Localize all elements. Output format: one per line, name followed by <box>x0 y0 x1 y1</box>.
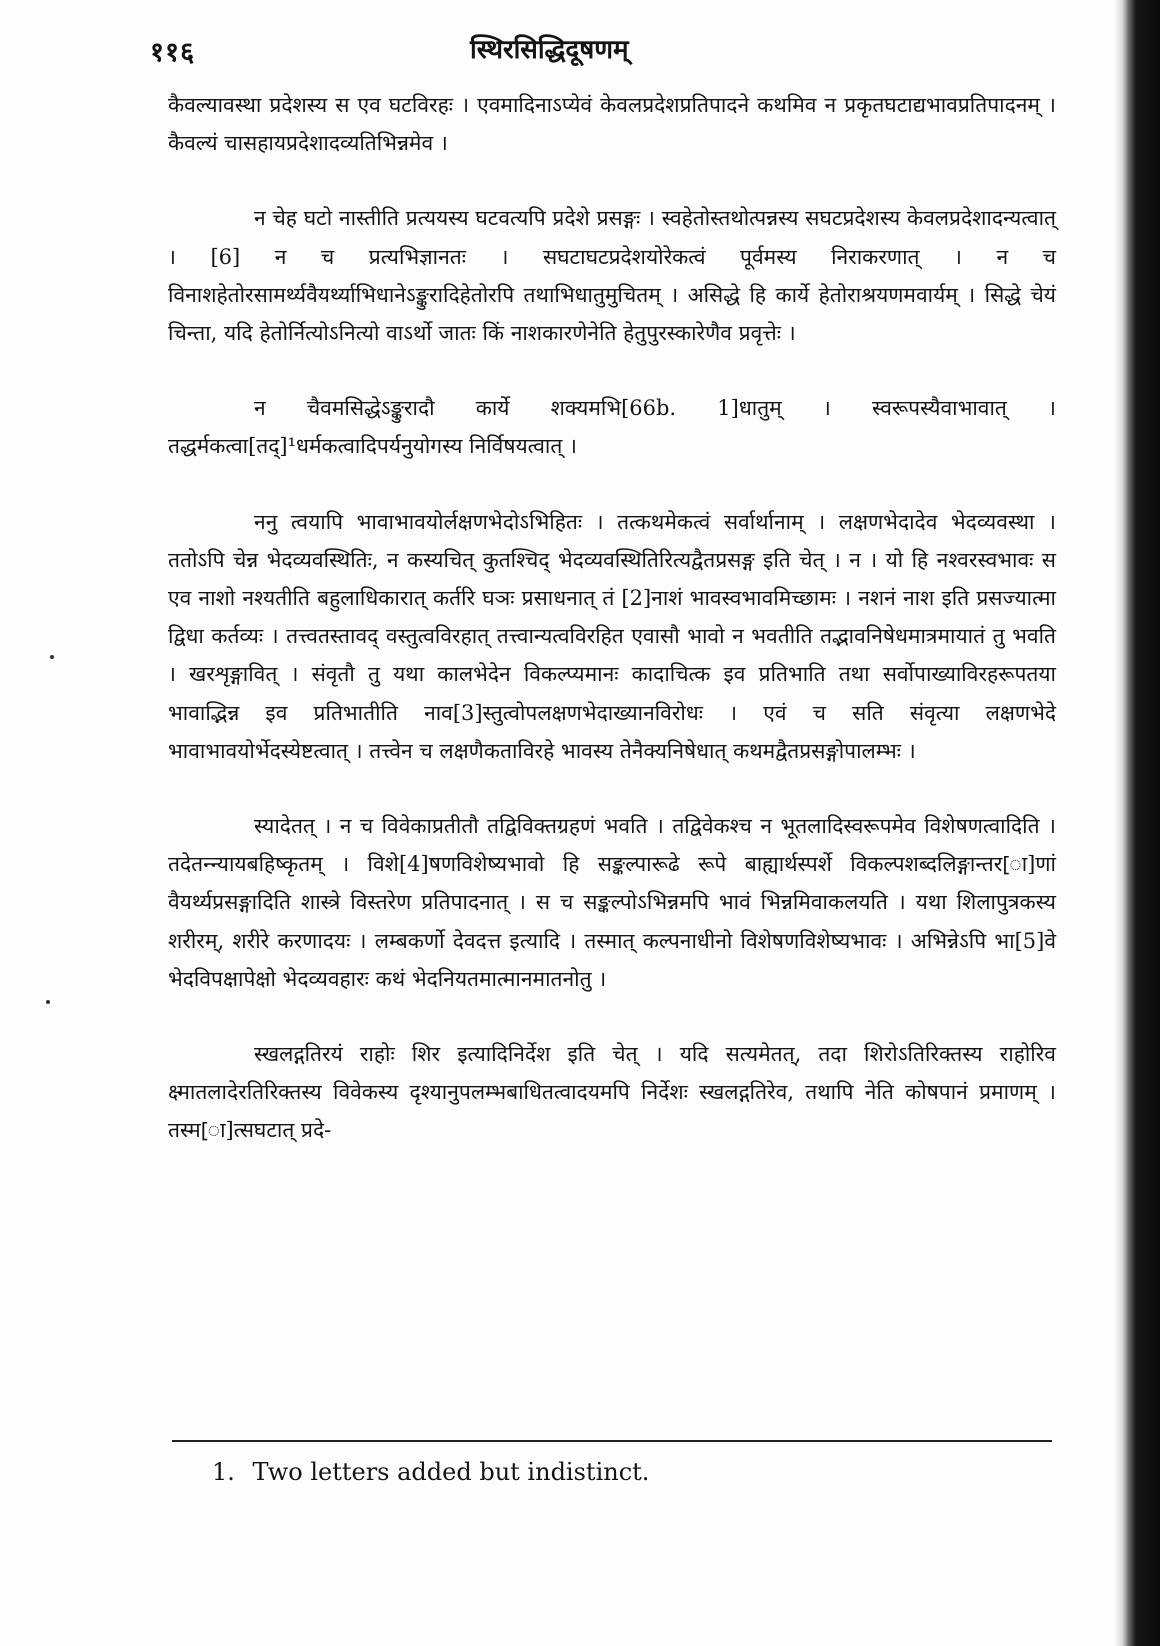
paragraph-gap <box>168 998 1056 1035</box>
paragraph-3: न चैवमसिद्धेऽङ्कुरादौ कार्ये शक्यमभि[66b. 1]धातुम् । स्वरूपस्यैवाभावात् । तद्धर्मकत्वा[तद्]¹धर्मकत्वादिपर्यनुयोगस्य निर्विषयत्वात् । <box>168 396 1056 459</box>
paragraph-6: स्खलद्गतिरयं राहोः शिर इत्यादिनिर्देश इति चेत् । यदि सत्यमेतत्, तदा शिरोऽतिरिक्तस्य राहोरिव क्ष्मातलादेरतिरिक्तस्य विवेकस्य दृश्यानुपलम्भबाधितत्वादयमपि निर्देशः स्खलद्गतिरेव, तथापि नेति कोषपानं प्रमाणम् । तस्म[ा]त्सघटात् प्रदे- <box>168 1042 1056 1143</box>
body-text <box>168 86 1056 1150</box>
paragraph-gap <box>168 466 1056 503</box>
scan-speck <box>46 1000 50 1004</box>
paragraph-4: ननु त्वयापि भावाभावयोर्लक्षणभेदोऽभिहितः । तत्कथमेकत्वं सर्वार्थानाम् । लक्षणभेदादेव भेदव्यवस्था । ततोऽपि चेन्न भेदव्यवस्थितिः, न कस्यचित् कुतश्चिद् भेदव्यवस्थितिरित्यद्वैतप्रसङ्ग इति चेत् । न । यो हि नश्वरस्वभावः स एव नाशो नश्यतीति बहुलाधिकारात् कर्तरि घञः प्रसाधनात् तं [2]नाशं भावस्वभावमिच्छामः । नशनं नाश इति प्रसज्यात्मा द्विधा कर्तव्यः । तत्त्वतस्तावद् वस्तुत्वविरहात् तत्त्वान्यत्वविरहित एवासौ भावो न भवतीति तद्भावनिषेधमात्रमायातं तु भवति । खरशृङ्गावित् । संवृतौ तु यथा कालभेदेन विकल्प्यमानः कादाचित्क इव प्रतिभाति तथा सर्वोपाख्याविरहरूपतया भावाद्भिन्न इव प्रतिभातीति नाव[3]स्तुत्वोपलक्षणभेदाख्यानविरोधः । एवं च सति संवृत्या लक्षणभेदे भावाभावयोर्भेदस्येष्टत्वात् । तत्त्वेन च लक्षणैकताविरहे भावस्य तेनैक्यनिषेधात् कथमद्वैतप्रसङ्गोपालम्भः । <box>168 509 1056 763</box>
scan-speck <box>50 655 54 659</box>
paragraph-2: न चेह घटो नास्तीति प्रत्ययस्य घटवत्यपि प्रदेशे प्रसङ्गः । स्वहेतोस्तथोत्पन्नस्य सघटप्रदेशस्य केवलप्रदेशादन्यत्वात् । [6] न च प्रत्यभिज्ञानतः । सघटाघटप्रदेशयोरेकत्वं पूर्वमस्य निराकरणात् । न च विनाशहेतोरसामर्थ्यवैयर्थ्याभिधानेऽङ्कुरादिहेतोरपि तथाभिधातुमुचितम् । असिद्धे हि कार्ये हेतोराश्रयणमवार्यम् । सिद्धे चेयं चिन्ता, यदि हेतोर्नित्योऽनित्यो वाऽर्थो जातः किं नाशकारणेनेति हेतुपुरस्कारेणैव प्रवृत्तेः । <box>168 206 1056 346</box>
scan-shadow-edge <box>1114 0 1160 1646</box>
paragraph-1: कैवल्यावस्था प्रदेशस्य स एव घटविरहः । एवमादिनाऽप्येवं केवलप्रदेशप्रतिपादने कथमिव न प्रकृतघटाद्यभावप्रतिपादनम् । कैवल्यं चासहायप्रदेशादव्यतिभिन्नमेव । <box>168 93 1056 156</box>
footnote-number: 1. <box>212 1458 235 1486</box>
paragraph-gap <box>168 162 1056 199</box>
running-title: स्थिरसिद्धिदूषणम् <box>470 35 629 65</box>
paragraph-gap <box>168 352 1056 389</box>
paragraph-gap <box>168 770 1056 807</box>
footnote-text: Two letters added but indistinct. <box>252 1458 650 1486</box>
paragraph-5: स्यादेतत् । न च विवेकाप्रतीतौ तद्विविक्तग्रहणं भवति । तद्विवेकश्च न भूतलादिस्वरूपमेव विशेषणत्वादिति । तदेतन्न्यायबहिष्कृतम् । विशे[4]षणविशेष्यभावो हि सङ्कल्पारूढे रूपे बाह्यार्थस्पर्शे विकल्पशब्दलिङ्गान्तर[ा]णां वैयर्थ्यप्रसङ्गादिति शास्त्रे विस्तरेण प्रतिपादनात् । स च सङ्कल्पोऽभिन्नमपि भावं भिन्नमिवाकलयति । यथा शिलापुत्रकस्य शरीरम्, शरीरे करणादयः । लम्बकर्णो देवदत्त इत्यादि । तस्मात् कल्पनाधीनो विशेषणविशेष्यभावः । अभिन्नेऽपि भा[5]वे भेदविपक्षापेक्षो भेदव्यवहारः कथं भेदनियतमात्मानमातनोतु । <box>168 814 1056 991</box>
footnote <box>212 1458 649 1486</box>
footnote-divider <box>172 1440 1052 1442</box>
page-number: ११६ <box>150 37 196 68</box>
